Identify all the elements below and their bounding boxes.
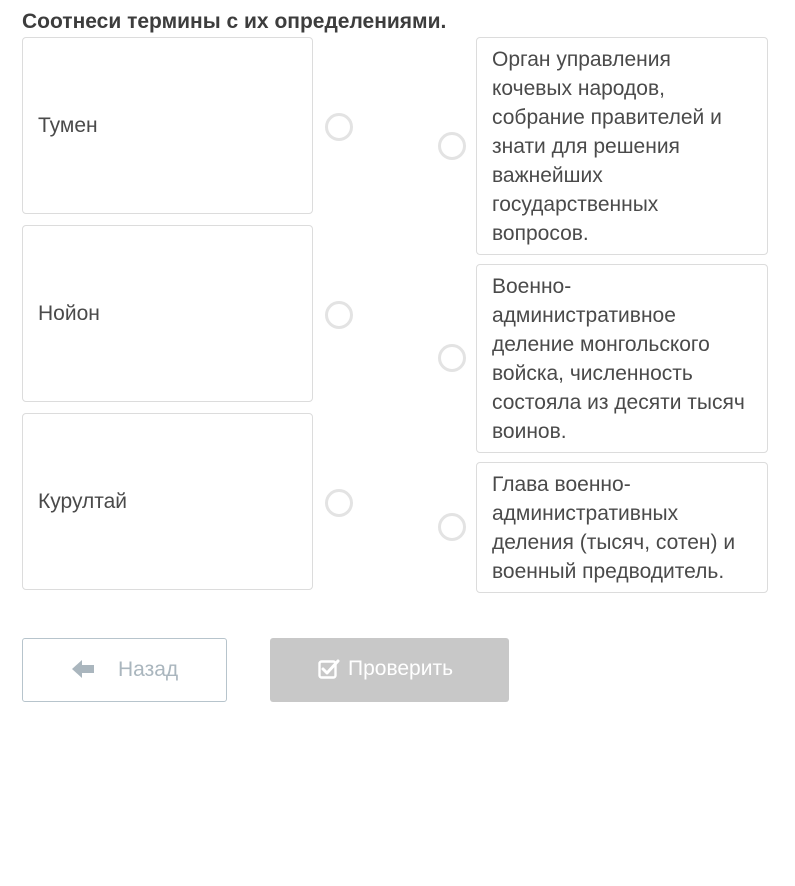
definition-text: Военно-административное деление монгольского войска, численность состояла из десяти тысяч воинов. (492, 275, 745, 443)
definition-card-2[interactable] (476, 264, 768, 453)
term-radio-3[interactable] (325, 489, 353, 517)
definition-radio-2[interactable] (438, 344, 466, 372)
back-button[interactable] (22, 638, 227, 702)
definition-text: Орган управления кочевых народов, собрание правителей и знати для решения важнейших государственных вопросов. (492, 48, 722, 245)
back-button-label: Назад (118, 658, 179, 681)
term-card-2[interactable] (22, 225, 313, 402)
term-label: Нойон (38, 301, 100, 325)
definition-card-3[interactable] (476, 462, 768, 593)
term-card-1[interactable] (22, 37, 313, 214)
term-radio-1[interactable] (325, 113, 353, 141)
page-title: Соотнеси термины с их определениями. (22, 10, 447, 33)
definition-text: Глава военно-административных деления (тысяч, сотен) и военный предводитель. (492, 473, 736, 583)
checkbox-check-icon (318, 658, 340, 680)
definition-card-1[interactable] (476, 37, 768, 255)
definition-radio-3[interactable] (438, 513, 466, 541)
definition-radio-1[interactable] (438, 132, 466, 160)
term-label: Курултай (38, 489, 128, 513)
term-card-3[interactable] (22, 413, 313, 590)
term-label: Тумен (38, 113, 98, 137)
check-button-label: Проверить (348, 657, 454, 680)
term-radio-2[interactable] (325, 301, 353, 329)
check-button[interactable] (270, 638, 509, 702)
arrow-left-icon (71, 657, 95, 681)
